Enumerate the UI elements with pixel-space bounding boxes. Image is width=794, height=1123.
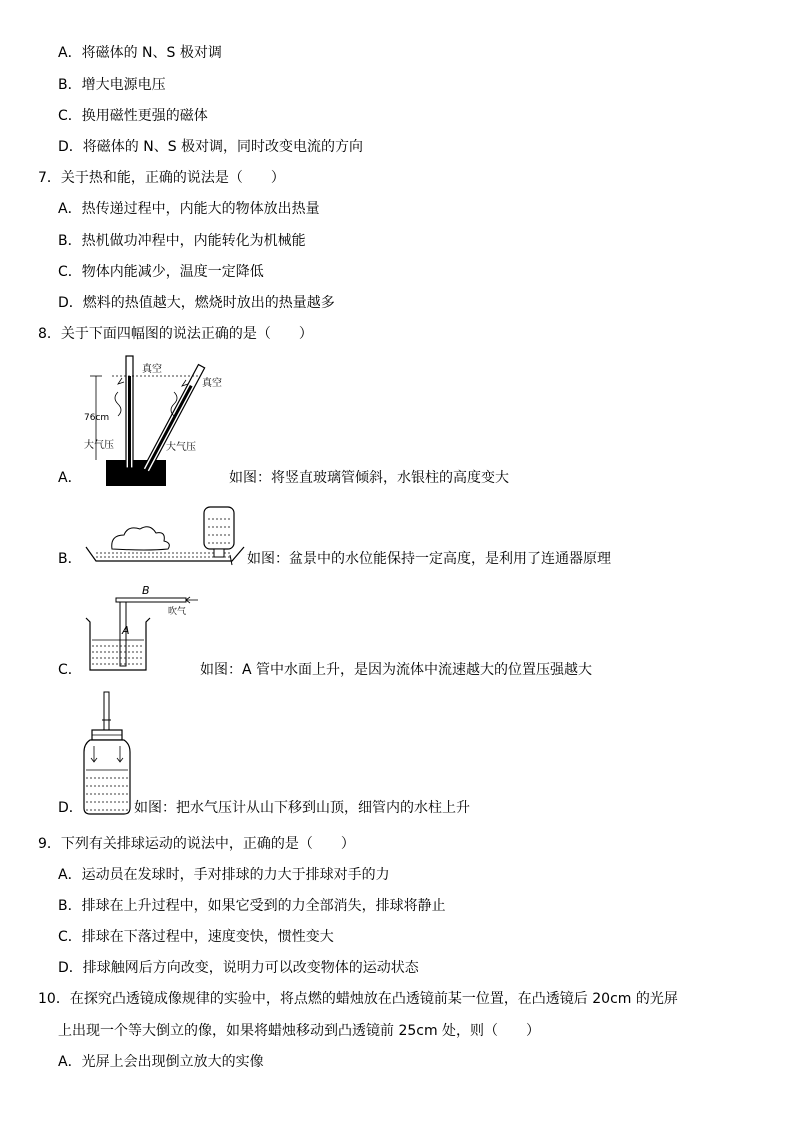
q7-option-d: D．燃料的热值越大，燃烧时放出的热量越多: [58, 295, 335, 311]
q8-stem: 8．关于下面四幅图的说法正确的是（ ）: [38, 326, 313, 342]
q8-b-label: B．: [58, 551, 82, 567]
q8-option-c: [0, 582, 794, 682]
fig-blow-label: 吹气: [168, 607, 187, 617]
q6-option-b: B．增大电源电压: [58, 77, 166, 93]
barometer-bottle-figure: [82, 690, 142, 816]
fig-tube-b-label: B: [142, 584, 150, 597]
beaker-figure: [82, 582, 202, 678]
q8-a-text: 如图：将竖直玻璃管倾斜，水银柱的高度变大: [229, 470, 509, 486]
q7-option-a: A．热传递过程中，内能大的物体放出热量: [58, 201, 320, 217]
q8-option-a: [0, 350, 794, 500]
q8-a-label: A．: [58, 470, 82, 486]
q8-d-text: 如图：把水气压计从山下移到山顶，细管内的水柱上升: [134, 800, 470, 816]
q8-c-text: 如图：A 管中水面上升，是因为流体中流速越大的位置压强越大: [200, 662, 593, 678]
q6-option-d: D．将磁体的 N、S 极对调，同时改变电流的方向: [58, 139, 364, 155]
q9-option-a: A．运动员在发球时，手对排球的力大于排球对手的力: [58, 867, 390, 883]
q7-stem: 7．关于热和能，正确的说法是（ ）: [38, 170, 285, 186]
fig-vacuum-label-1: 真空: [142, 364, 162, 375]
fig-air-pressure-label-2: 大气压: [166, 442, 196, 453]
q10-stem-line1: 10．在探究凸透镜成像规律的实验中，将点燃的蜡烛放在凸透镜前某一位置，在凸透镜后 20cm 的光屏: [38, 991, 678, 1007]
q10-option-a: A．光屏上会出现倒立放大的实像: [58, 1054, 264, 1070]
fig-vacuum-label-2: 真空: [202, 378, 222, 389]
q8-option-b: [0, 505, 794, 575]
q6-option-a: A．将磁体的 N、S 极对调: [58, 45, 222, 61]
q6-option-c: C．换用磁性更强的磁体: [58, 108, 208, 124]
q8-option-d: [0, 690, 794, 822]
q9-option-d: D．排球触网后方向改变，说明力可以改变物体的运动状态: [58, 960, 419, 976]
q8-d-label: D．: [58, 800, 83, 816]
fig-air-pressure-label-1: 大气压: [84, 440, 114, 451]
q7-option-c: C．物体内能减少，温度一定降低: [58, 264, 264, 280]
q8-b-text: 如图：盆景中的水位能保持一定高度，是利用了连通器原理: [247, 551, 611, 567]
torricelli-figure: [82, 354, 232, 494]
q8-c-label: C．: [58, 662, 82, 678]
fig-tube-a-label: A: [122, 624, 130, 637]
bonsai-figure: [82, 505, 252, 577]
q9-stem: 9．下列有关排球运动的说法中，正确的是（ ）: [38, 836, 355, 852]
q9-option-b: B．排球在上升过程中，如果它受到的力全部消失，排球将静止: [58, 898, 446, 914]
q7-option-b: B．热机做功冲程中，内能转化为机械能: [58, 233, 306, 249]
q10-stem-line2: 上出现一个等大倒立的像，如果将蜡烛移动到凸透镜前 25cm 处，则（ ）: [58, 1023, 541, 1039]
q9-option-c: C．排球在下落过程中，速度变快，惯性变大: [58, 929, 334, 945]
fig-height-label: 76cm: [84, 413, 110, 423]
